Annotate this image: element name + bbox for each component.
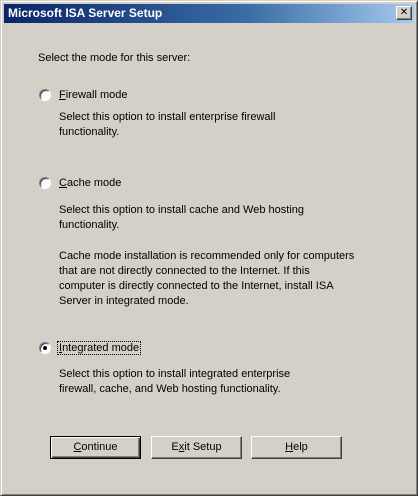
integrated-mode-description: Select this option to install integrated enterprise firewall, cache, and Web hosting functionality. <box>59 368 291 395</box>
exit-setup-button[interactable]: Exit Setup <box>151 436 242 459</box>
close-icon: ✕ <box>399 7 409 18</box>
mode-prompt: Select the mode for this server: <box>38 52 191 64</box>
firewall-mode-radio[interactable] <box>39 89 51 101</box>
cache-mode-description: Select this option to install cache and Web hosting functionality. <box>59 204 305 231</box>
close-button[interactable] <box>396 6 412 20</box>
cache-mode-radio[interactable] <box>39 177 51 189</box>
cache-mode-label[interactable]: Cache mode <box>59 177 122 189</box>
firewall-mode-label[interactable]: Firewall mode <box>59 89 128 101</box>
window-title: Microsoft ISA Server Setup <box>8 6 163 20</box>
title-bar[interactable] <box>4 4 414 23</box>
continue-button[interactable]: Continue <box>50 436 141 459</box>
cache-mode-note: Cache mode installation is recommended only for computers that are not directly connected to the Internet. If this computer is directly connected to the Internet, install ISA Server in integrated mode. <box>59 250 355 307</box>
help-button[interactable]: Help <box>251 436 342 459</box>
integrated-mode-label[interactable] <box>58 341 140 356</box>
integrated-mode-radio[interactable] <box>39 342 51 354</box>
focus-outline: Integrated mode <box>59 342 140 354</box>
firewall-mode-description: Select this option to install enterprise firewall functionality. <box>59 111 276 138</box>
